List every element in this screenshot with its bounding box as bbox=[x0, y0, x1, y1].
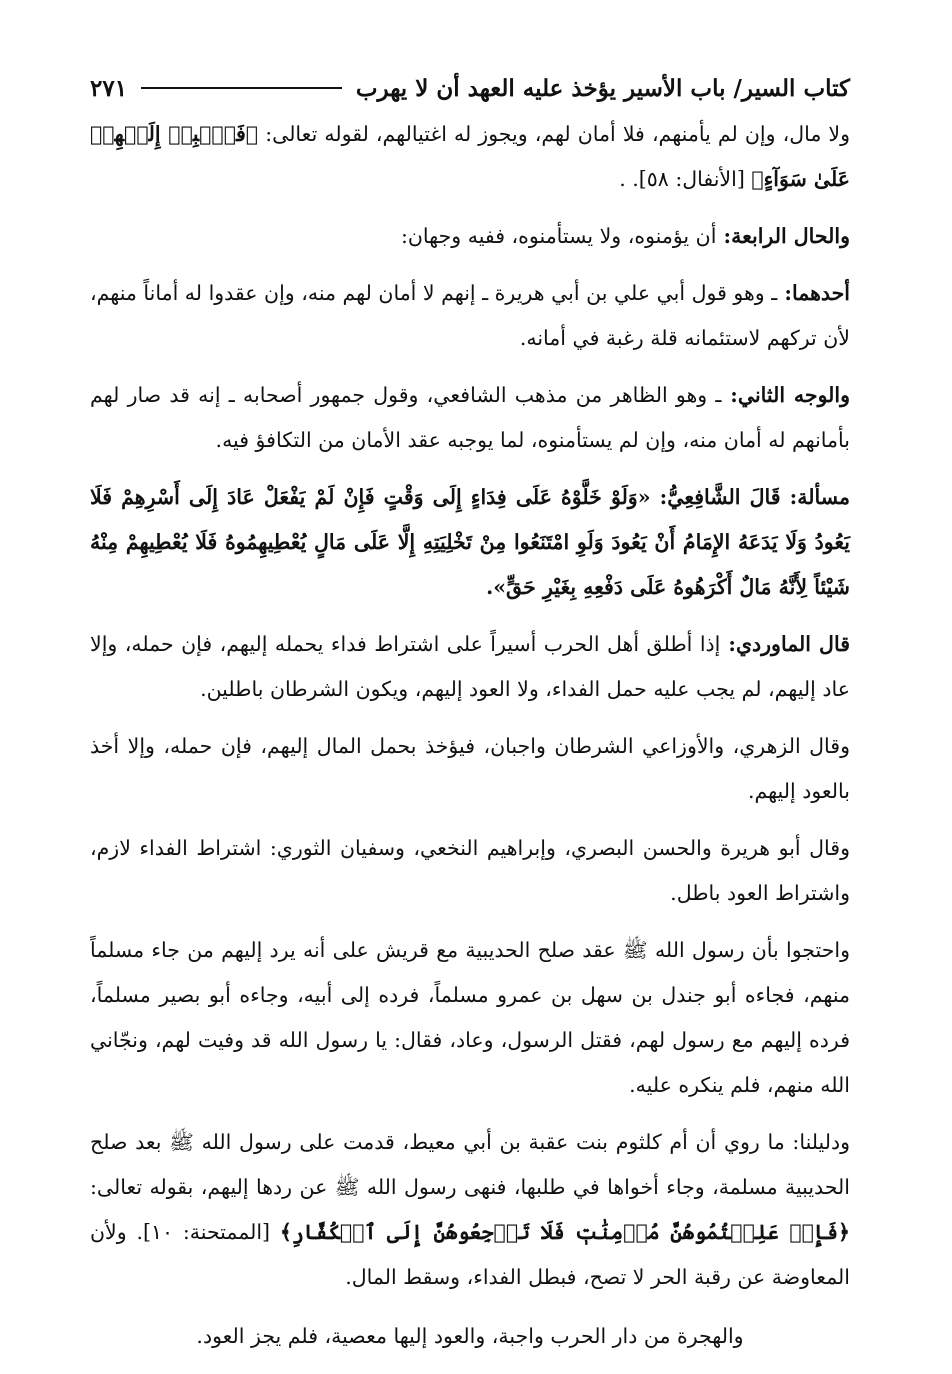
page-header bbox=[90, 70, 850, 106]
paragraph bbox=[90, 112, 850, 202]
text-segment: ولا مال، وإن لم يأمنهم، فلا أمان لهم، ويجوز له اغتيالهم، لقوله تعالى: bbox=[258, 122, 850, 146]
paragraph-label: أحدهما: bbox=[777, 281, 851, 305]
final-line: والهجرة من دار الحرب واجبة، والعود إليها معصية، فلم يجز العود. bbox=[196, 1324, 744, 1348]
paragraph bbox=[90, 373, 850, 463]
text-segment: ودليلنا: ما روي أن أم كلثوم بنت عقبة بن أبي معيط، قدمت على رسول الله ﷺ بعد صلح الحديبية مسلمة، وجاء أخواها في طلبها، فنهى رسول الله ﷺ عن ردها إليهم، بقوله تعالى: bbox=[90, 1130, 850, 1199]
text-segment: واحتجوا بأن رسول الله ﷺ عقد صلح الحديبية مع قريش على أنه يرد إليهم من جاء مسلماً منهم، فجاءه أبو جندل بن سهل بن عمرو مسلماً، فرده إلى أبيه، وجاءه أبو بصير مسلماً، فرده إليهم مع رسول لهم، فقتل الرسول، وعاد، فقال: يا رسول الله قد وفيت لهم، ونجّاني الله منهم، فلم ينكره عليه. bbox=[90, 938, 850, 1097]
paragraph-label: قال الماوردي: bbox=[720, 632, 850, 656]
text-segment: [الأنفال: ٥٨]. . bbox=[619, 167, 752, 191]
page bbox=[90, 70, 850, 1371]
paragraph bbox=[90, 1120, 850, 1300]
text-segment: إذا أطلق أهل الحرب أسيراً على اشتراط فداء يحمله إليهم، فإن حمله، وإلا عاد إليهم، لم يجب عليه حمل الفداء، ولا العود إليهم، ويكون الشرطان باطلين. bbox=[90, 632, 850, 701]
paragraph bbox=[90, 724, 850, 814]
shafii-quote: «وَلَوْ خَلَّوْهُ عَلَى فِدَاءٍ إِلَى وَقْتٍ فَإِنْ لَمْ يَفْعَلْ عَادَ إِلَى أَسْرِهِمْ فَلَا يَعُودُ وَلَا يَدَعَهُ الإِمَامُ أَنْ يَعُودَ وَلَوِ امْتَنَعُوا مِنْ تَخْلِيَتِهِ إِلَّا عَلَى مَالٍ يُعْطِيهِمُوهُ فَلَا يُعْطِيهِمْ مِنْهُ شَيْئاً لِأَنَّهُ مَالٌ أَكْرَهُوهُ عَلَى دَفْعِهِ بِغَيْرِ حَقٍّ». bbox=[90, 485, 850, 599]
running-title: كتاب السير/ باب الأسير يؤخذ عليه العهد أن لا يهرب bbox=[355, 74, 850, 102]
quran-quote: ﴿فَٱنۢبِذۡ إِلَيۡهِمۡ عَلَىٰ سَوَآءٍ﴾ bbox=[90, 122, 850, 191]
paragraph-label: مسألة: قَالَ الشَّافِعِيُّ: bbox=[650, 485, 850, 509]
text-segment: [الممتحنة: ١٠]. ولأن المعاوضة عن رقبة الحر لا تصح، فبطل الفداء، وسقط المال. bbox=[90, 1220, 850, 1289]
paragraph bbox=[90, 214, 850, 259]
text-segment: وقال الزهري، والأوزاعي الشرطان واجبان، فيؤخذ بحمل المال إليهم، فإن حمله، وإلا أخذ بالعود إليهم. bbox=[90, 734, 850, 803]
paragraph bbox=[90, 475, 850, 610]
paragraph bbox=[90, 622, 850, 712]
paragraph bbox=[90, 928, 850, 1108]
paragraph-label: والحال الرابعة: bbox=[716, 224, 850, 248]
text-segment: ـ وهو قول أبي علي بن أبي هريرة ـ إنهم لا أمان لهم منه، وإن عقدوا له أماناً منهم، لأن تركهم لاستئمانه قلة رغبة في أمانه. bbox=[90, 281, 850, 350]
text-segment: أن يؤمنوه، ولا يستأمنوه، ففيه وجهان: bbox=[400, 224, 717, 248]
paragraph bbox=[90, 271, 850, 361]
quran-quote: ﴿فَإِنۡ عَلِمۡتُمُوهُنَّ مُؤۡمِنَٰتٖ فَلَا تَرۡجِعُوهُنَّ إِلَى ٱلۡكُفَّارِ﴾ bbox=[279, 1220, 850, 1244]
paragraph bbox=[90, 826, 850, 916]
text-segment: وقال أبو هريرة والحسن البصري، وإبراهيم النخعي، وسفيان الثوري: اشتراط الفداء لازم، واشتراط العود باطل. bbox=[90, 836, 850, 905]
text-segment: ـ وهو الظاهر من مذهب الشافعي، وقول جمهور أصحابه ـ إنه قد صار لهم بأمانهم له أمان منه، وإن لم يستأمنوه، لما يوجبه عقد الأمان من التكافؤ فيه. bbox=[90, 383, 850, 452]
page-number: ٢٧١ bbox=[90, 74, 128, 102]
paragraph-label: والوجه الثاني: bbox=[721, 383, 850, 407]
header-rule bbox=[141, 87, 342, 89]
